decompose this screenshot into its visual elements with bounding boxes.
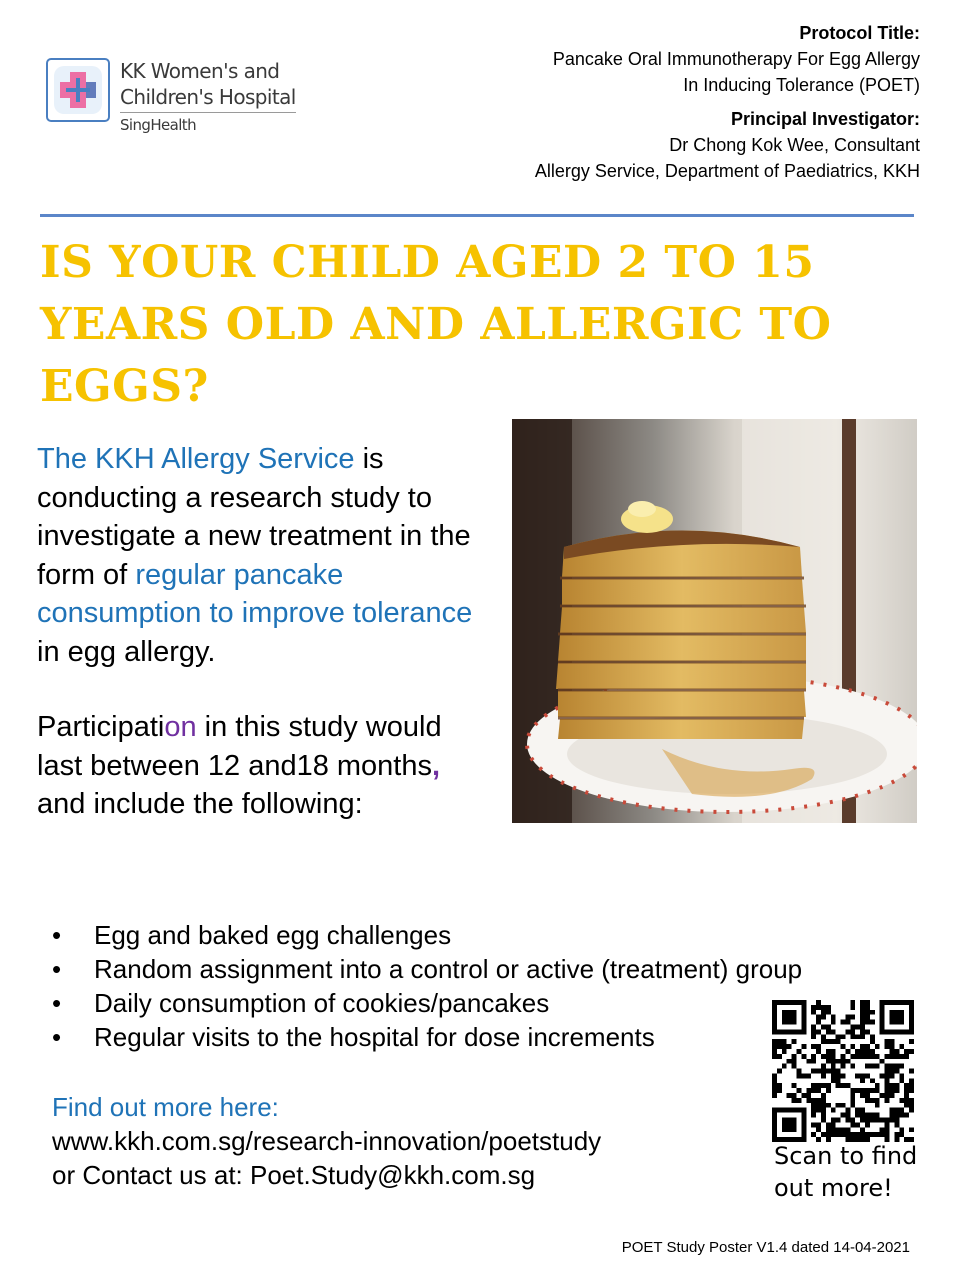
singhealth-label: SingHealth [120, 116, 196, 134]
pancake-photo [512, 419, 917, 823]
intro-paragraph [37, 440, 487, 671]
participation-text-3: in this study would last between 12 and18 months [37, 711, 442, 782]
list-item-text: Daily consumption of cookies/pancakes [94, 988, 550, 1018]
find-out-more-label: Find out more here: [52, 1092, 279, 1122]
list-item [52, 986, 802, 1020]
protocol-header [400, 20, 920, 184]
protocol-title-line2: In Inducing Tolerance (POET) [683, 75, 920, 95]
headline-line1: IS YOUR CHILD AGED 2 TO 15 [40, 237, 815, 288]
hospital-name-line1: KK Women's and [120, 59, 280, 83]
study-activities-list [52, 918, 802, 1054]
hospital-logo-icon [46, 58, 110, 122]
protocol-title-line1: Pancake Oral Immunotherapy For Egg Allergy [552, 49, 920, 69]
list-item-text: Regular visits to the hospital for dose increments [94, 1022, 655, 1052]
participation-comma: , [432, 749, 441, 782]
bullet-icon: • [52, 988, 62, 1018]
qr-code-icon[interactable] [772, 1000, 914, 1142]
bullet-icon: • [52, 954, 62, 984]
bullet-icon: • [52, 920, 62, 950]
principal-investigator-line2: Allergy Service, Department of Paediatrics, KKH [534, 161, 920, 181]
qr-caption-line2: out more! [774, 1174, 893, 1202]
hospital-name-line2: Children's Hospital [120, 85, 296, 109]
headline-line2: YEARS OLD AND ALLERGIC TO [40, 299, 832, 350]
participation-text-2: on [164, 711, 197, 743]
intro-service-name: The KKH Allergy Service [37, 443, 355, 475]
study-url-link[interactable]: www.kkh.com.sg/research-innovation/poetstudy [52, 1126, 602, 1156]
headline [40, 232, 930, 418]
qr-finder-pattern [890, 1010, 905, 1025]
participation-paragraph [37, 708, 487, 824]
qr-finder-pattern [782, 1010, 797, 1025]
list-item-text: Random assignment into a control or active (treatment) group [94, 954, 803, 984]
principal-investigator-line1: Dr Chong Kok Wee, Consultant [669, 135, 920, 155]
poster-version-footer: POET Study Poster V1.4 dated 14-04-2021 [621, 1239, 910, 1256]
participation-text-5: and include the following: [37, 788, 363, 820]
logo-divider [120, 112, 296, 113]
header-divider [40, 214, 914, 217]
qr-caption-line1: Scan to find [774, 1142, 918, 1170]
intro-text: is conducting a research study to investigate a new treatment in the form of [37, 443, 471, 591]
protocol-title-label: Protocol Title: [799, 23, 920, 43]
contact-section [52, 1090, 601, 1192]
hospital-logo [46, 58, 306, 134]
principal-investigator-label: Principal Investigator: [730, 109, 920, 129]
header-spacer [400, 98, 920, 106]
intro-ending: in egg allergy. [37, 635, 216, 668]
pancake-stack-image [512, 419, 917, 823]
list-item [52, 952, 802, 986]
list-item-text: Egg and baked egg challenges [94, 920, 452, 950]
participation-text-1: Participati [37, 711, 165, 743]
headline-line3: EGGS? [40, 361, 209, 412]
contact-email-text[interactable]: or Contact us at: Poet.Study@kkh.com.sg [52, 1160, 536, 1190]
list-item [52, 918, 802, 952]
list-item [52, 1020, 802, 1054]
bullet-icon: • [52, 1022, 62, 1052]
qr-caption [774, 1140, 934, 1204]
qr-finder-pattern [782, 1118, 797, 1133]
hospital-name [120, 58, 296, 134]
intro-highlight: regular pancake consumption to improve tolerance [37, 558, 473, 629]
